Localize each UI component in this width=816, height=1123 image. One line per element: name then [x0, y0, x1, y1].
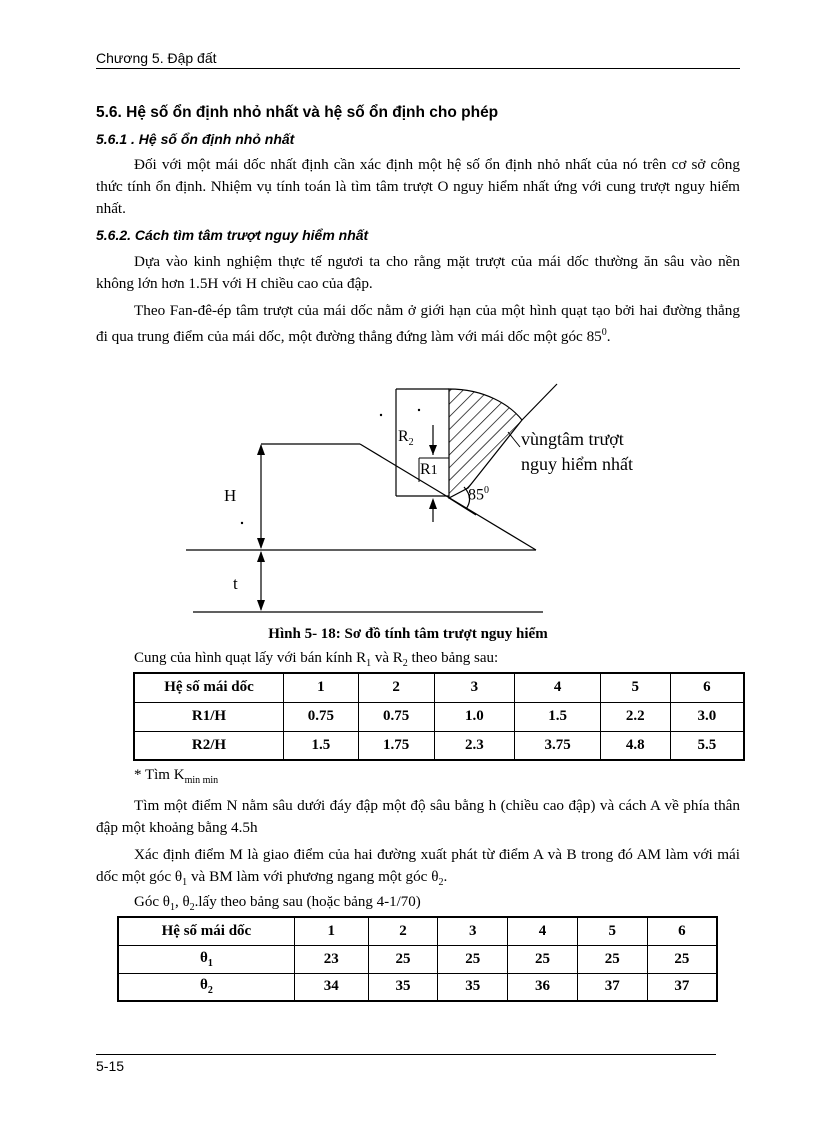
table-row	[118, 945, 717, 973]
table-row	[118, 973, 717, 1001]
paragraph-5-c: .	[443, 868, 448, 885]
table-cell: 37	[647, 973, 717, 1001]
paragraph-3-end: .	[606, 328, 611, 346]
label-angle	[468, 485, 489, 504]
dam-slope-line	[360, 444, 536, 550]
table-header-cell: Hệ số mái dốc	[118, 917, 294, 945]
table-header-cell: 4	[508, 917, 578, 945]
table-cell	[118, 945, 294, 973]
table-cell: 4.8	[600, 731, 670, 760]
table2-intro-b: , θ	[174, 894, 190, 910]
table-header-cell: 5	[577, 917, 647, 945]
table-cell: 1.0	[434, 702, 515, 731]
paragraph-2: Dựa vào kinh nghiệm thực tế ngươi ta cho rằng mặt trượt của mái dốc thường ăn sâu vào nền không lớn hơn 1.5H với H chiều cao của đập.	[96, 253, 740, 292]
table2-intro	[134, 894, 421, 913]
theta-symbol: θ	[200, 949, 208, 966]
danger-zone-hatch	[449, 389, 522, 498]
table-cell: 3.75	[515, 731, 601, 760]
table1-intro-post: theo bảng sau:	[407, 650, 499, 666]
zone-label-line2: nguy hiểm nhất	[521, 454, 633, 474]
table-cell: 23	[294, 945, 368, 973]
table-header-cell: 1	[294, 917, 368, 945]
label-t: t	[233, 574, 238, 593]
table-cell: 25	[368, 945, 438, 973]
kmin-line	[134, 767, 218, 786]
table-cell: 35	[368, 973, 438, 1001]
table-cell: 25	[647, 945, 717, 973]
table-cell: 2.3	[434, 731, 515, 760]
table-cell: 1.5	[283, 731, 358, 760]
table1-intro-pre: Cung của hình quạt lấy với bán kính R	[134, 650, 367, 666]
kmin-sub: min min	[184, 775, 219, 786]
table-cell: 37	[577, 973, 647, 1001]
leader-line	[508, 432, 520, 447]
table-cell: R2/H	[134, 731, 283, 760]
table2-intro-a: Góc θ	[134, 894, 170, 910]
paragraph-5-b: và BM làm với phương ngang một góc θ	[187, 868, 439, 885]
arrow-down-icon	[429, 445, 437, 455]
paragraph-3-text: Theo Fan-đê-ép tâm trượt của mái dốc nằm ở giới hạn của một hình quạt tạo bởi hai đường thẳng đi qua trung điểm của mái dốc, một đường thẳng đứng làm với mái dốc một góc 85	[96, 302, 740, 346]
degree-sup: 0	[601, 327, 607, 338]
table2-intro-c: .lấy theo bảng sau (hoặc bảng 4-1/70)	[194, 894, 421, 910]
table-header-row	[118, 917, 717, 945]
label-angle-text: 85	[468, 486, 484, 504]
table-cell: 34	[294, 973, 368, 1001]
table-header-cell: 2	[358, 673, 434, 702]
theta-sub: 1	[207, 957, 213, 969]
table1-intro-mid: và R	[371, 650, 403, 666]
subsection-title-1: 5.6.1 . Hệ số ổn định nhỏ nhất	[96, 131, 295, 147]
table-row	[134, 702, 744, 731]
table-cell: 36	[508, 973, 578, 1001]
table-cell: 2.2	[600, 702, 670, 731]
table-header-cell: 2	[368, 917, 438, 945]
sector-boundary-line	[522, 384, 557, 420]
table-cell: 0.75	[283, 702, 358, 731]
table-header-cell: 5	[600, 673, 670, 702]
kmin-text: * Tìm K	[134, 767, 185, 783]
table-row	[134, 731, 744, 760]
arrow-down-icon	[257, 600, 265, 611]
label-R2-sub: 2	[408, 437, 414, 449]
table-cell	[118, 973, 294, 1001]
figure-caption: Hình 5- 18: Sơ đồ tính tâm trượt nguy hiểm	[268, 626, 548, 642]
table-cell: 5.5	[670, 731, 744, 760]
table1-intro-sub2: 2	[402, 658, 408, 669]
subsection-title-2: 5.6.2. Cách tìm tâm trượt nguy hiểm nhất	[96, 227, 369, 243]
label-R2	[398, 428, 414, 448]
arrow-up-icon	[429, 498, 437, 509]
paragraph-5-a: Xác định điểm M là giao điểm của hai đường xuất phát từ điểm A và B trong đó AM làm với mái dốc một góc θ	[96, 846, 740, 885]
footer-divider	[96, 1054, 716, 1055]
paragraph-4: Tìm một điểm N nằm sâu dưới đáy đập một độ sâu bằng h (chiều cao đập) và cách A về phía thân đập một khoảng bằng 4.5h	[96, 797, 740, 836]
radius-table	[133, 672, 745, 761]
table2-intro-sub2: 2	[189, 902, 195, 913]
angle-table	[117, 916, 718, 1002]
table1-intro	[134, 650, 498, 669]
table-cell: 0.75	[358, 702, 434, 731]
label-R1-sub: 1	[430, 463, 438, 478]
theta1-sub: 1	[182, 877, 188, 889]
table-header-cell: 3	[434, 673, 515, 702]
arrow-up-icon	[257, 551, 265, 562]
table-header-cell: 3	[438, 917, 508, 945]
page-number: 5-15	[96, 1058, 125, 1074]
chapter-header: Chương 5. Đập đất	[96, 50, 217, 66]
table-cell: 1.75	[358, 731, 434, 760]
table-header-row	[134, 673, 744, 702]
paragraph-5	[96, 844, 740, 894]
table-cell: 3.0	[670, 702, 744, 731]
table-header-cell: 6	[647, 917, 717, 945]
label-R1	[420, 461, 438, 479]
label-angle-sup: 0	[484, 485, 489, 496]
label-H: H	[224, 486, 237, 505]
section-title: 5.6. Hệ số ổn định nhỏ nhất và hệ số ổn định cho phép	[96, 104, 499, 121]
theta-symbol: θ	[200, 977, 208, 994]
table2-intro-sub1: 1	[169, 902, 175, 913]
theta-sub: 2	[207, 985, 213, 997]
table-header-cell: 4	[515, 673, 601, 702]
table-cell: 25	[577, 945, 647, 973]
table1-intro-sub1: 1	[366, 658, 372, 669]
arrow-down-icon	[257, 538, 265, 549]
table-cell: 25	[508, 945, 578, 973]
zone-label-line1: vùngtâm trượt	[521, 429, 624, 449]
table-header-cell: Hệ số mái dốc	[134, 673, 283, 702]
label-R1-text: R	[420, 461, 431, 478]
table-header-cell: 1	[283, 673, 358, 702]
theta2-sub: 2	[438, 877, 444, 889]
table-cell: 35	[438, 973, 508, 1001]
arrow-up-icon	[257, 444, 265, 455]
paragraph-1: Đối với một mái dốc nhất định cần xác định một hệ số ổn định nhỏ nhất của nó trên cơ sở công thức tính ổn định. Nhiệm vụ tính toán là tìm tâm trượt O nguy hiểm nhất ứng với cung trượt nguy hiểm nhất.	[96, 156, 740, 217]
table-cell: 1.5	[515, 702, 601, 731]
label-R2-text: R	[398, 428, 409, 445]
table-cell: R1/H	[134, 702, 283, 731]
table-cell: 25	[438, 945, 508, 973]
table-header-cell: 6	[670, 673, 744, 702]
